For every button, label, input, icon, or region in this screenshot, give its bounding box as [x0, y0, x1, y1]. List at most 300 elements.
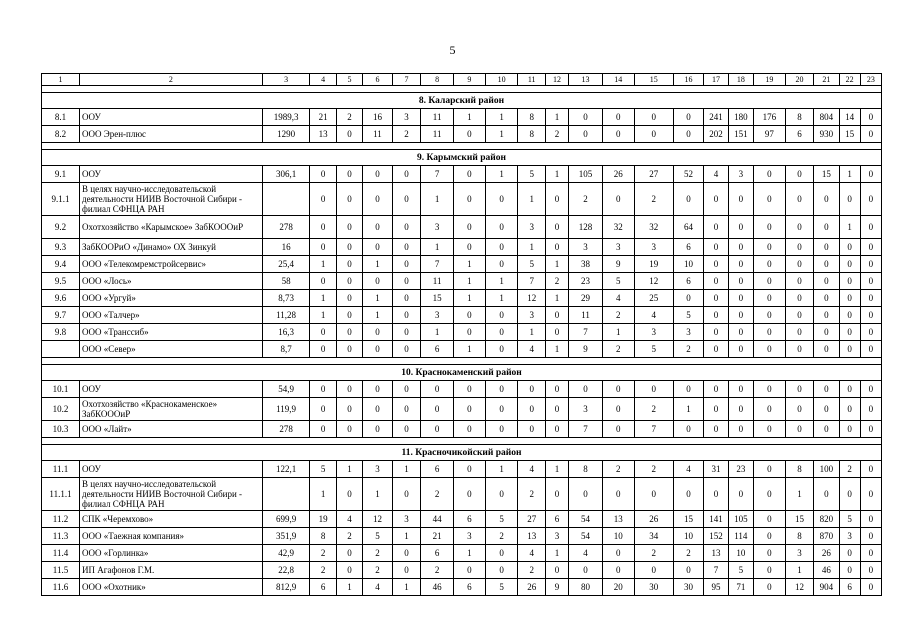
row-value: 0	[454, 183, 486, 216]
row-id: 10.1	[42, 381, 80, 398]
row-value: 870	[814, 528, 839, 545]
row-value: 2	[634, 545, 673, 562]
row-name: Охотхозяйство «Карымское» ЗабКОООиР	[80, 216, 263, 239]
row-value: 0	[728, 256, 753, 273]
row-value: 0	[754, 216, 786, 239]
row-id: 11.5	[42, 562, 80, 579]
row-value: 0	[673, 109, 704, 126]
row-value: 12	[518, 290, 545, 307]
row-area: 54,9	[262, 381, 310, 398]
row-value: 0	[704, 273, 728, 290]
row-value: 0	[336, 398, 362, 421]
row-value: 0	[673, 478, 704, 511]
row-value: 0	[454, 398, 486, 421]
row-value: 0	[363, 216, 393, 239]
row-value: 0	[785, 341, 814, 358]
row-value: 0	[485, 216, 518, 239]
row-value: 0	[860, 341, 881, 358]
row-value: 0	[860, 545, 881, 562]
row-value: 3	[569, 239, 603, 256]
row-value: 71	[728, 579, 753, 596]
row-value: 3	[518, 307, 545, 324]
row-area: 8,73	[262, 290, 310, 307]
row-value: 0	[839, 381, 860, 398]
row-value: 1	[363, 290, 393, 307]
table-row	[42, 166, 882, 183]
row-name: ИП Агафонов Г.М.	[80, 562, 263, 579]
row-value: 19	[310, 511, 336, 528]
column-number: 11	[518, 74, 545, 86]
row-value: 0	[336, 478, 362, 511]
row-value: 6	[454, 579, 486, 596]
row-value: 0	[336, 290, 362, 307]
row-value: 0	[336, 166, 362, 183]
row-value: 0	[518, 398, 545, 421]
row-value: 0	[754, 562, 786, 579]
row-value: 0	[363, 398, 393, 421]
row-value: 820	[814, 511, 839, 528]
row-name: ООО «Транссиб»	[80, 324, 263, 341]
table-row	[42, 579, 882, 596]
row-value: 0	[392, 341, 421, 358]
row-value: 11	[421, 126, 454, 143]
row-value: 0	[785, 216, 814, 239]
row-value: 0	[602, 183, 634, 216]
row-value: 0	[392, 290, 421, 307]
row-value: 202	[704, 126, 728, 143]
row-value: 2	[602, 461, 634, 478]
column-number: 18	[728, 74, 753, 86]
spacer-cell	[42, 86, 882, 93]
row-value: 0	[754, 511, 786, 528]
row-value: 0	[485, 307, 518, 324]
row-value: 6	[454, 511, 486, 528]
row-value: 0	[545, 239, 568, 256]
row-value: 2	[673, 341, 704, 358]
row-value: 2	[336, 109, 362, 126]
row-value: 0	[421, 421, 454, 438]
row-area: 1989,3	[262, 109, 310, 126]
row-value: 3	[634, 324, 673, 341]
row-area: 8,7	[262, 341, 310, 358]
row-value: 2	[392, 126, 421, 143]
row-value: 0	[754, 324, 786, 341]
row-value: 100	[814, 461, 839, 478]
row-value: 0	[392, 166, 421, 183]
row-value: 0	[602, 109, 634, 126]
row-value: 11	[363, 126, 393, 143]
row-value: 0	[814, 239, 839, 256]
row-value: 0	[336, 183, 362, 216]
row-value: 2	[485, 528, 518, 545]
row-value: 0	[454, 216, 486, 239]
row-area: 11,28	[262, 307, 310, 324]
row-value: 0	[704, 239, 728, 256]
row-value: 0	[728, 273, 753, 290]
row-value: 0	[392, 216, 421, 239]
row-name: ООО «Север»	[80, 341, 263, 358]
row-area: 699,9	[262, 511, 310, 528]
section-header-row	[42, 93, 882, 109]
row-value: 0	[602, 562, 634, 579]
row-value: 3	[363, 461, 393, 478]
row-value: 0	[336, 216, 362, 239]
row-value: 15	[421, 290, 454, 307]
row-value: 2	[336, 528, 362, 545]
row-value: 0	[785, 290, 814, 307]
row-name: ООО «Лось»	[80, 273, 263, 290]
row-value: 0	[839, 239, 860, 256]
row-value: 34	[634, 528, 673, 545]
row-value: 2	[310, 545, 336, 562]
row-value: 0	[485, 421, 518, 438]
row-value: 0	[814, 478, 839, 511]
row-value: 12	[785, 579, 814, 596]
table-row	[42, 256, 882, 273]
row-value: 0	[363, 166, 393, 183]
row-value: 1	[545, 109, 568, 126]
row-value: 6	[310, 579, 336, 596]
row-value: 15	[814, 166, 839, 183]
row-value: 1	[454, 256, 486, 273]
row-value: 5	[518, 166, 545, 183]
row-value: 2	[545, 126, 568, 143]
row-value: 26	[602, 166, 634, 183]
row-value: 0	[310, 183, 336, 216]
row-value: 0	[754, 290, 786, 307]
row-name: ООО «Горлинка»	[80, 545, 263, 562]
row-value: 0	[728, 290, 753, 307]
row-value: 6	[785, 126, 814, 143]
table-row	[42, 562, 882, 579]
row-value: 0	[569, 562, 603, 579]
row-value: 0	[860, 126, 881, 143]
row-value: 0	[569, 126, 603, 143]
row-value: 0	[336, 324, 362, 341]
row-value: 11	[569, 307, 603, 324]
row-value: 0	[421, 398, 454, 421]
row-value: 27	[634, 166, 673, 183]
row-value: 0	[704, 341, 728, 358]
row-value: 1	[336, 461, 362, 478]
column-number: 9	[454, 74, 486, 86]
row-value: 0	[839, 398, 860, 421]
row-value: 1	[454, 290, 486, 307]
row-value: 0	[814, 341, 839, 358]
row-value: 0	[454, 478, 486, 511]
row-value: 0	[814, 398, 839, 421]
spacer-cell	[42, 358, 882, 365]
row-value: 3	[421, 216, 454, 239]
row-value: 1	[392, 579, 421, 596]
row-value: 1	[310, 256, 336, 273]
row-value: 0	[754, 256, 786, 273]
row-name: ООУ	[80, 461, 263, 478]
row-value: 0	[785, 273, 814, 290]
row-value: 30	[634, 579, 673, 596]
row-value: 4	[518, 341, 545, 358]
column-number: 20	[785, 74, 814, 86]
row-value: 0	[363, 324, 393, 341]
row-value: 0	[392, 478, 421, 511]
row-value: 80	[569, 579, 603, 596]
row-value: 54	[569, 528, 603, 545]
table-row	[42, 307, 882, 324]
row-value: 0	[704, 183, 728, 216]
column-number: 13	[569, 74, 603, 86]
row-value: 5	[634, 341, 673, 358]
row-value: 1	[545, 461, 568, 478]
row-id: 11.1	[42, 461, 80, 478]
row-value: 3	[421, 307, 454, 324]
row-value: 0	[860, 398, 881, 421]
row-value: 114	[728, 528, 753, 545]
row-value: 0	[392, 256, 421, 273]
row-value: 1	[485, 166, 518, 183]
row-value: 27	[518, 511, 545, 528]
row-value: 0	[363, 273, 393, 290]
row-id: 9.3	[42, 239, 80, 256]
table-row	[42, 421, 882, 438]
row-value: 0	[310, 239, 336, 256]
row-value: 29	[569, 290, 603, 307]
row-id: 9.6	[42, 290, 80, 307]
row-id: 10.3	[42, 421, 80, 438]
row-value: 0	[754, 183, 786, 216]
row-value: 1	[310, 307, 336, 324]
row-value: 13	[602, 511, 634, 528]
row-id: 9.5	[42, 273, 80, 290]
row-value: 2	[545, 273, 568, 290]
row-id: 8.1	[42, 109, 80, 126]
row-value: 0	[754, 239, 786, 256]
row-value: 12	[363, 511, 393, 528]
row-value: 0	[363, 421, 393, 438]
row-value: 8	[569, 461, 603, 478]
section-header-row	[42, 150, 882, 166]
row-value: 13	[518, 528, 545, 545]
row-value: 2	[602, 307, 634, 324]
row-value: 151	[728, 126, 753, 143]
row-value: 46	[421, 579, 454, 596]
row-value: 2	[363, 545, 393, 562]
page-number: 5	[449, 43, 456, 57]
row-value: 10	[673, 256, 704, 273]
row-value: 241	[704, 109, 728, 126]
row-name: В целях научно-исследовательской деятельности НИИВ Восточной Сибири - филиал СФНЦА РАН	[80, 183, 263, 216]
row-name: ООО «Ургуй»	[80, 290, 263, 307]
row-id: 9.4	[42, 256, 80, 273]
row-value: 0	[704, 216, 728, 239]
row-value: 2	[518, 478, 545, 511]
column-number: 4	[310, 74, 336, 86]
row-value: 1	[392, 461, 421, 478]
row-value: 31	[704, 461, 728, 478]
row-name: ООО Эрен-плюс	[80, 126, 263, 143]
row-value: 0	[518, 381, 545, 398]
row-value: 0	[860, 579, 881, 596]
row-value: 1	[518, 183, 545, 216]
row-value: 0	[785, 398, 814, 421]
column-number: 23	[860, 74, 881, 86]
column-number: 10	[485, 74, 518, 86]
row-value: 0	[860, 273, 881, 290]
row-value: 0	[310, 341, 336, 358]
row-value: 1	[785, 562, 814, 579]
row-value: 0	[860, 562, 881, 579]
row-value: 0	[814, 183, 839, 216]
row-value: 0	[704, 324, 728, 341]
row-value: 0	[839, 290, 860, 307]
row-value: 20	[602, 579, 634, 596]
row-value: 0	[336, 273, 362, 290]
row-value: 1	[485, 126, 518, 143]
row-value: 0	[454, 461, 486, 478]
column-number-row	[42, 74, 882, 86]
row-value: 11	[421, 273, 454, 290]
row-value: 11	[421, 109, 454, 126]
row-value: 1	[363, 307, 393, 324]
row-value: 0	[336, 256, 362, 273]
row-value: 32	[634, 216, 673, 239]
row-value: 6	[545, 511, 568, 528]
row-value: 3	[634, 239, 673, 256]
section-title: 9. Карымский район	[42, 150, 882, 166]
row-value: 105	[728, 511, 753, 528]
row-value: 0	[454, 166, 486, 183]
row-value: 0	[860, 290, 881, 307]
row-value: 0	[545, 562, 568, 579]
row-value: 0	[634, 478, 673, 511]
row-value: 1	[421, 239, 454, 256]
row-id: 11.4	[42, 545, 80, 562]
row-area: 16,3	[262, 324, 310, 341]
row-value: 2	[421, 478, 454, 511]
row-value: 0	[485, 341, 518, 358]
row-value: 0	[545, 216, 568, 239]
row-value: 23	[569, 273, 603, 290]
row-value: 0	[839, 421, 860, 438]
row-value: 0	[569, 478, 603, 511]
row-value: 0	[754, 273, 786, 290]
row-value: 2	[518, 562, 545, 579]
row-value: 176	[754, 109, 786, 126]
table-row	[42, 381, 882, 398]
row-area	[262, 183, 310, 216]
row-value: 0	[545, 307, 568, 324]
table-row	[42, 478, 882, 511]
row-value: 4	[704, 166, 728, 183]
row-name: ООО «Лайт»	[80, 421, 263, 438]
row-value: 6	[421, 545, 454, 562]
row-value: 0	[860, 307, 881, 324]
row-value: 0	[634, 381, 673, 398]
row-value: 0	[754, 166, 786, 183]
column-number: 16	[673, 74, 704, 86]
row-value: 0	[728, 239, 753, 256]
row-value: 152	[704, 528, 728, 545]
table-row	[42, 461, 882, 478]
table-row	[42, 273, 882, 290]
row-value: 0	[485, 239, 518, 256]
row-value: 0	[728, 478, 753, 511]
row-area: 812,9	[262, 579, 310, 596]
row-value: 0	[839, 256, 860, 273]
row-value: 6	[421, 341, 454, 358]
row-id: 9.1.1	[42, 183, 80, 216]
row-value: 1	[673, 398, 704, 421]
row-id: 8.2	[42, 126, 80, 143]
row-value: 0	[485, 545, 518, 562]
row-value: 1	[485, 461, 518, 478]
row-value: 0	[673, 381, 704, 398]
row-value: 2	[839, 461, 860, 478]
row-value: 0	[485, 381, 518, 398]
row-value: 0	[704, 421, 728, 438]
row-value: 0	[673, 290, 704, 307]
row-value: 0	[860, 109, 881, 126]
row-value: 0	[814, 273, 839, 290]
row-value: 904	[814, 579, 839, 596]
column-number: 8	[421, 74, 454, 86]
row-value: 7	[518, 273, 545, 290]
row-value: 25	[634, 290, 673, 307]
row-id: 11.3	[42, 528, 80, 545]
row-id: 9.2	[42, 216, 80, 239]
row-value: 0	[814, 290, 839, 307]
row-id: 9.1	[42, 166, 80, 183]
row-value: 3	[569, 398, 603, 421]
row-value: 0	[454, 562, 486, 579]
row-area: 25,4	[262, 256, 310, 273]
row-name: ООУ	[80, 166, 263, 183]
row-value: 0	[454, 126, 486, 143]
row-value: 0	[704, 478, 728, 511]
row-value: 7	[704, 562, 728, 579]
row-value: 0	[518, 421, 545, 438]
row-id: 9.7	[42, 307, 80, 324]
row-area: 122,1	[262, 461, 310, 478]
row-area: 16	[262, 239, 310, 256]
row-value: 0	[754, 421, 786, 438]
row-value: 8	[518, 126, 545, 143]
row-value: 0	[754, 461, 786, 478]
row-value: 0	[363, 341, 393, 358]
row-value: 1	[485, 109, 518, 126]
row-value: 5	[839, 511, 860, 528]
row-value: 5	[485, 511, 518, 528]
row-value: 7	[421, 256, 454, 273]
row-value: 0	[839, 307, 860, 324]
column-number: 12	[545, 74, 568, 86]
row-value: 0	[454, 381, 486, 398]
row-name: ЗабКООРиО «Динамо» ОХ Зинкуй	[80, 239, 263, 256]
row-value: 0	[363, 183, 393, 216]
row-id: 11.6	[42, 579, 80, 596]
row-value: 0	[485, 324, 518, 341]
row-value: 0	[336, 307, 362, 324]
row-value: 0	[673, 126, 704, 143]
row-value: 0	[545, 421, 568, 438]
row-value: 0	[704, 307, 728, 324]
row-value: 1	[602, 324, 634, 341]
row-name: ООО «Охотник»	[80, 579, 263, 596]
row-value: 0	[602, 126, 634, 143]
row-value: 0	[336, 341, 362, 358]
row-value: 0	[728, 324, 753, 341]
row-value: 0	[545, 381, 568, 398]
row-value: 0	[454, 239, 486, 256]
